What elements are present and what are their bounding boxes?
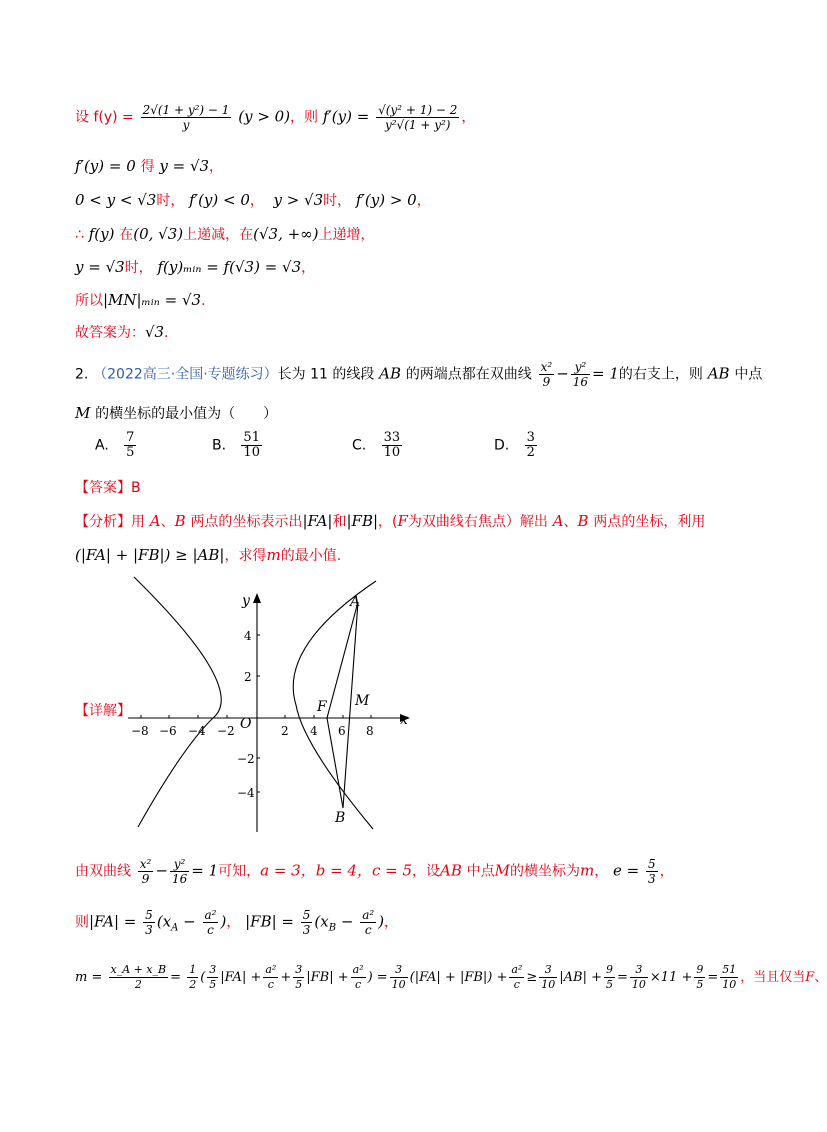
therefore-symbol: ∴ xyxy=(75,227,84,243)
fraction xyxy=(539,360,555,389)
denominator: 5 xyxy=(295,978,303,991)
numerator: x² xyxy=(540,360,553,374)
detail-line-1 xyxy=(75,857,674,886)
derivation-line-1 xyxy=(75,103,475,132)
text: 由双曲线 xyxy=(75,863,131,880)
option-label: A. xyxy=(95,437,109,454)
tick-y-2: 2 xyxy=(244,670,252,684)
math: = xyxy=(616,970,628,985)
option-label: D. xyxy=(494,437,510,454)
numerator: a² xyxy=(352,963,364,976)
analysis-line-1 xyxy=(75,511,705,532)
math: f(y)ₘᵢₙ = f(√3) = √3 xyxy=(157,258,302,276)
numerator: 3 xyxy=(539,963,557,978)
math: B xyxy=(174,512,186,530)
text: 的横坐标的最小值为（ ） xyxy=(95,406,278,422)
fraction xyxy=(646,857,658,886)
text: ， xyxy=(594,863,609,880)
math: (√3, +∞) xyxy=(253,225,319,243)
math: (|FA| + |FB|) + xyxy=(409,970,508,985)
math: m xyxy=(266,546,281,564)
numerator: 5 xyxy=(145,908,153,922)
math: ( xyxy=(200,970,206,985)
point-a-label: A xyxy=(350,594,361,610)
text: 在 xyxy=(119,227,134,243)
numerator: 3 xyxy=(526,430,535,445)
text: 中点 xyxy=(734,366,763,383)
question-2-line-2 xyxy=(75,403,277,424)
text: ， xyxy=(461,109,476,126)
denominator: c xyxy=(364,923,372,937)
y-axis-arrow xyxy=(253,593,261,603)
option-label: C. xyxy=(352,437,367,454)
fraction xyxy=(360,908,376,937)
fraction xyxy=(509,963,524,992)
fraction xyxy=(263,963,278,992)
denominator: 16 xyxy=(171,872,188,886)
derivation-line-3 xyxy=(75,190,431,211)
tick-y-4: 4 xyxy=(244,629,252,643)
math: AB xyxy=(379,364,402,383)
math: |FA| + xyxy=(220,970,262,985)
fraction xyxy=(301,908,313,937)
option-label: B. xyxy=(212,437,227,454)
math: |FB| + xyxy=(306,970,349,985)
tick-x-neg2: −2 xyxy=(217,724,235,738)
denominator: 3 xyxy=(302,923,311,937)
hyperbola-left-branch xyxy=(134,577,221,827)
fraction xyxy=(203,908,219,937)
text: 时， xyxy=(124,260,153,276)
fraction xyxy=(187,963,198,992)
numerator: 9 xyxy=(696,963,704,976)
text: 用 xyxy=(131,514,145,530)
numerator: x² xyxy=(139,857,152,871)
derivation-line-5 xyxy=(75,257,315,278)
numerator: a² xyxy=(265,963,277,976)
math: = 1 xyxy=(592,364,619,383)
fraction xyxy=(539,963,557,992)
math: a = 3，b = 4，c = 5 xyxy=(260,861,412,880)
question-2-line-1 xyxy=(75,360,762,389)
text: ， xyxy=(659,863,674,880)
math: F xyxy=(805,970,815,985)
text: ， xyxy=(416,193,431,209)
text: 的横坐标为 xyxy=(510,863,580,880)
numerator: 2√(1 + y²) − 1 xyxy=(142,103,230,117)
math: |FA| = xyxy=(89,912,137,931)
analysis-line-2 xyxy=(75,545,341,566)
text: ， xyxy=(384,914,399,931)
math: ) xyxy=(220,912,227,931)
numerator: 51 xyxy=(722,963,737,976)
answer-label xyxy=(75,477,141,498)
origin-label: O xyxy=(240,716,252,732)
text: ， xyxy=(209,159,224,175)
math: (x xyxy=(156,912,172,931)
text: 时， xyxy=(323,193,352,209)
text: 设 f(y) = xyxy=(75,109,134,126)
numerator: a² xyxy=(362,908,375,922)
denominator: 16 xyxy=(572,375,589,389)
numerator: x_A + x_B xyxy=(110,963,167,976)
fraction xyxy=(351,963,366,992)
tick-x-4: 4 xyxy=(310,724,318,738)
derivation-line-2 xyxy=(75,156,223,177)
tick-x-6: 6 xyxy=(338,724,346,738)
math: B xyxy=(577,512,589,530)
text: 上递增， xyxy=(318,227,375,243)
x-axis-label: x xyxy=(400,712,408,728)
math: M xyxy=(75,404,91,422)
numerator: 9 xyxy=(605,963,613,976)
numerator: y² xyxy=(170,857,189,872)
numerator: 5 xyxy=(648,857,656,871)
denominator: 5 xyxy=(126,445,135,460)
math: |MN|ₘᵢₙ = √3 xyxy=(103,291,202,309)
text: 上递减，在 xyxy=(183,227,254,243)
math: A xyxy=(552,512,564,530)
numerator: 3 xyxy=(390,963,408,978)
denominator: y²√(1 + y²) xyxy=(384,118,451,132)
subscript: A xyxy=(171,922,179,934)
text: 中点 xyxy=(466,863,495,880)
y-axis-label: y xyxy=(242,593,250,609)
math: y = √3 xyxy=(75,258,125,276)
text: ，则 xyxy=(290,109,319,126)
fraction xyxy=(241,431,262,460)
question-number: 2. xyxy=(75,366,89,383)
math: ) = xyxy=(367,970,388,985)
math: f′(y) = xyxy=(322,107,370,126)
text: 、 xyxy=(563,514,578,530)
numerator: 3 xyxy=(295,963,303,976)
tick-x-2: 2 xyxy=(281,724,289,738)
fraction xyxy=(604,963,615,992)
fraction xyxy=(376,103,459,132)
point-m-label: M xyxy=(355,693,370,709)
math: = xyxy=(707,970,719,985)
tick-x-neg8: −8 xyxy=(131,724,149,738)
text: 和 xyxy=(332,514,347,530)
text: ，( xyxy=(378,514,398,530)
text: 故答案为： xyxy=(75,325,145,341)
denominator: c xyxy=(267,978,274,991)
denominator: 10 xyxy=(383,445,401,460)
text: 、 xyxy=(160,514,175,530)
math: (y > 0) xyxy=(238,107,291,126)
fraction xyxy=(141,103,232,132)
fraction xyxy=(143,908,155,937)
denominator: 5 xyxy=(209,978,217,991)
math: f′(y) = 0 xyxy=(75,157,136,175)
math: (x xyxy=(314,912,329,931)
math: − xyxy=(183,912,196,931)
math: f(y) xyxy=(88,225,115,243)
math: 0 < y < √3 xyxy=(75,191,157,209)
math: (|FA| + |FB|) ≥ |AB| xyxy=(75,546,225,564)
text: ， xyxy=(249,193,264,209)
text: 两点的坐标，利用 xyxy=(593,514,706,530)
denominator: 3 xyxy=(648,872,656,886)
math: y = √3 xyxy=(159,157,210,175)
fraction xyxy=(138,857,154,886)
tick-x-8: 8 xyxy=(366,724,374,738)
text: 时， xyxy=(156,193,185,209)
denominator: 5 xyxy=(605,978,613,991)
math: = xyxy=(170,970,182,985)
denominator: 10 xyxy=(243,445,260,460)
text: 、 xyxy=(814,970,827,985)
fraction xyxy=(525,431,537,460)
option-c[interactable] xyxy=(352,431,404,460)
denominator: 3 xyxy=(145,923,153,937)
math: |FB| = xyxy=(245,912,294,931)
detail-line-3 xyxy=(75,963,827,992)
tick-y-neg4: −4 xyxy=(237,786,255,800)
text: ． xyxy=(201,293,216,309)
text: ． xyxy=(164,325,179,341)
fraction xyxy=(109,963,169,992)
fraction xyxy=(390,963,408,992)
denominator: c xyxy=(354,978,362,991)
analysis-label: 【分析】 xyxy=(75,514,131,530)
derivation-line-4 xyxy=(75,224,375,245)
derivation-line-6 xyxy=(75,290,215,311)
text: 的右支上，则 xyxy=(618,366,703,383)
numerator: a² xyxy=(204,908,217,922)
text: 所以 xyxy=(75,293,103,309)
numerator: 33 xyxy=(383,430,401,445)
fraction xyxy=(207,963,218,992)
answer-text: 【答案】B xyxy=(75,480,141,496)
numerator: 51 xyxy=(243,430,260,445)
denominator: 10 xyxy=(631,978,646,991)
denominator: 10 xyxy=(541,978,556,991)
fraction xyxy=(571,360,590,389)
option-b[interactable] xyxy=(212,431,264,460)
math: √3 xyxy=(145,323,165,341)
question-source: （2022高三·全国·专题练习） xyxy=(93,366,278,383)
numerator: 1 xyxy=(189,963,197,976)
subscript: B xyxy=(328,922,337,934)
detail-label-text: 【详解】 xyxy=(75,703,131,719)
fraction xyxy=(382,431,403,460)
denominator: 10 xyxy=(722,978,737,991)
denominator: c xyxy=(513,978,520,991)
fraction xyxy=(170,857,189,886)
denominator: 2 xyxy=(189,978,197,991)
math: − xyxy=(155,861,168,880)
denominator: y xyxy=(182,118,190,132)
fraction xyxy=(124,431,136,460)
math: + xyxy=(280,970,292,985)
numerator: √(y² + 1) − 2 xyxy=(378,103,458,117)
math: ×11 + xyxy=(649,970,693,985)
text: 长为 11 的线段 xyxy=(277,366,375,383)
point-b-label: B xyxy=(335,810,346,826)
denominator: 9 xyxy=(141,872,150,886)
text: 的最小值. xyxy=(280,548,342,564)
math: − xyxy=(340,912,354,931)
fraction xyxy=(630,963,648,992)
detail-line-2 xyxy=(75,908,398,939)
detail-label xyxy=(75,700,131,721)
text: ，当且仅当 xyxy=(740,970,806,985)
denominator: 10 xyxy=(391,978,406,991)
point-f-label: F xyxy=(317,699,327,715)
tick-x-neg6: −6 xyxy=(159,724,177,738)
math: (0, √3) xyxy=(133,225,184,243)
math: e = xyxy=(613,861,640,880)
denominator: 2 xyxy=(526,445,535,460)
text: 为双曲线右焦点）解出 xyxy=(407,514,548,530)
math: ≥ xyxy=(526,970,538,985)
text: 则 xyxy=(75,914,89,931)
denominator: c xyxy=(207,923,214,937)
text: 得 xyxy=(140,159,155,175)
fraction xyxy=(293,963,304,992)
tick-x-neg4: −4 xyxy=(188,724,206,738)
text: 可知， xyxy=(218,863,261,880)
denominator: 5 xyxy=(696,978,704,991)
text: ， xyxy=(226,914,241,931)
math: f′(y) > 0 xyxy=(355,191,417,209)
tick-y-neg2: −2 xyxy=(237,752,255,766)
math: m xyxy=(580,861,595,880)
math: |FB| xyxy=(346,512,379,530)
denominator: 9 xyxy=(542,375,551,389)
math: F xyxy=(397,512,408,530)
math: M xyxy=(494,861,510,880)
denominator: 2 xyxy=(134,978,142,991)
math: − xyxy=(556,364,569,383)
answer-line xyxy=(75,322,178,343)
fraction xyxy=(694,963,705,992)
math: A xyxy=(149,512,161,530)
math: |AB| + xyxy=(559,970,602,985)
math: |FA| xyxy=(302,512,333,530)
math: f′(y) < 0 xyxy=(189,191,250,209)
math: = 1 xyxy=(191,861,219,880)
numerator: 3 xyxy=(209,963,217,976)
option-d[interactable] xyxy=(494,431,539,460)
text: 两点的坐标表示出 xyxy=(190,514,303,530)
numerator: y² xyxy=(571,360,590,375)
text: ，求得 xyxy=(224,548,267,564)
math: m = xyxy=(75,970,103,985)
numerator: a² xyxy=(511,963,523,976)
numerator: 7 xyxy=(126,430,135,445)
text: ，设 xyxy=(412,863,440,880)
text: ， xyxy=(301,260,316,276)
math: ) xyxy=(378,912,385,931)
hyperbola-graph xyxy=(128,577,418,837)
math: AB xyxy=(440,861,462,880)
fraction xyxy=(720,963,738,992)
math: y > √3 xyxy=(273,191,324,209)
numerator: 5 xyxy=(302,908,311,922)
numerator: 3 xyxy=(630,963,648,978)
text: 的两端点都在双曲线 xyxy=(405,366,532,383)
math: AB xyxy=(707,364,730,383)
option-a[interactable] xyxy=(95,431,138,460)
